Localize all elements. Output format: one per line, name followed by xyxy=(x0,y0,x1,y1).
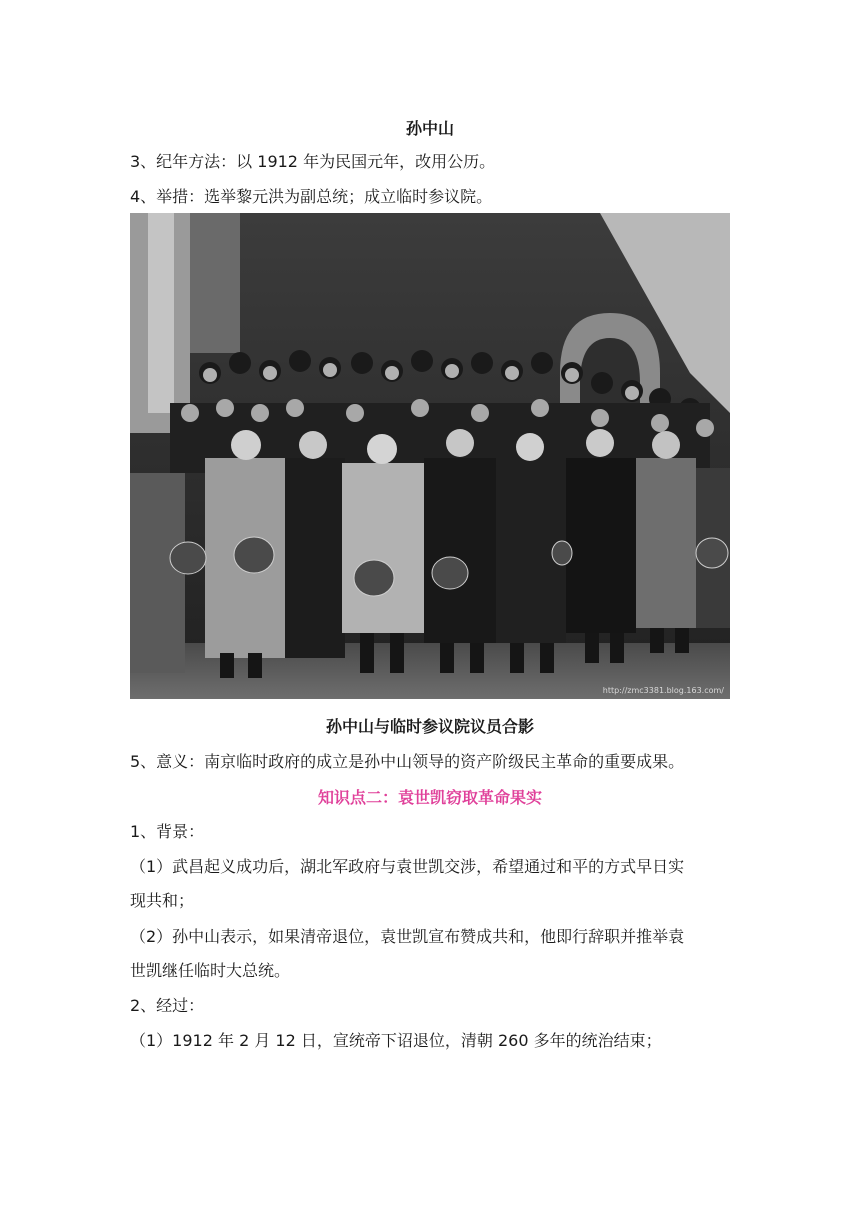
background-title: 1、背景： xyxy=(130,822,205,841)
background-point-2-line-1: （2）孙中山表示，如果清帝退位，袁世凯宣布赞成共和，他即行辞职并推举袁 xyxy=(130,927,685,946)
group-photo-image xyxy=(130,213,730,699)
item-3-calendar: 3、纪年方法：以 1912 年为民国元年，改用公历。 xyxy=(130,152,496,171)
photo-caption: 孙中山与临时参议院议员合影 xyxy=(325,717,534,736)
background-point-2-line-2: 世凯继任临时大总统。 xyxy=(130,961,291,980)
background-point-1-line-2: 现共和； xyxy=(130,891,195,910)
process-title: 2、经过： xyxy=(130,996,205,1015)
item-5-significance: 5、意义：南京临时政府的成立是孙中山领导的资产阶级民主革命的重要成果。 xyxy=(130,752,685,771)
background-point-1-line-1: （1）武昌起义成功后，湖北军政府与袁世凯交涉，希望通过和平的方式早日实 xyxy=(130,857,685,876)
item-4-measures: 4、举措：选举黎元洪为副总统；成立临时参议院。 xyxy=(130,187,493,206)
section-heading: 知识点二：袁世凯窃取革命果实 xyxy=(317,788,542,807)
photo-caption-sun-zhongshan: 孙中山 xyxy=(405,119,454,138)
process-point-1: （1）1912 年 2 月 12 日，宣统帝下诏退位，清朝 260 多年的统治结束； xyxy=(130,1031,662,1050)
group-photo xyxy=(130,213,730,699)
photo-credit: http://zmc3381.blog.163.com/ xyxy=(602,686,724,695)
